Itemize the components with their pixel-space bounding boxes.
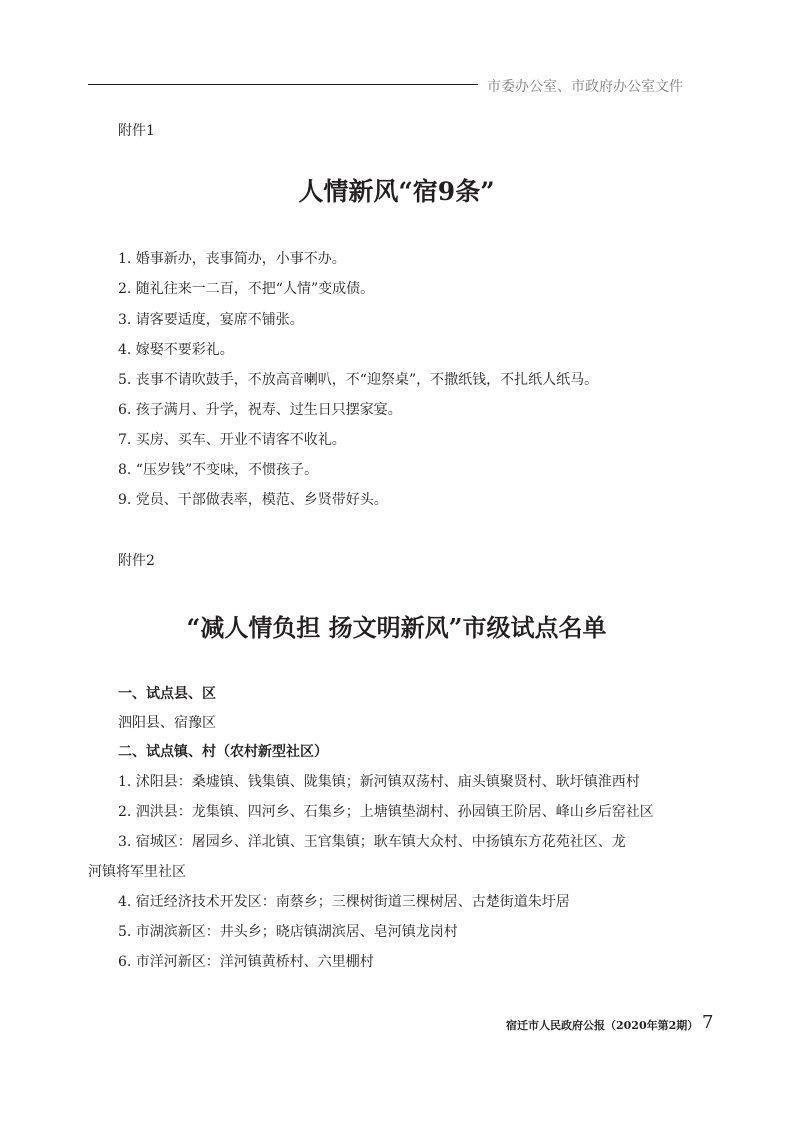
header-text: 市委办公室、市政府办公室文件	[487, 79, 683, 95]
list-item: 8. “压岁钱”不变味，不惯孩子。	[118, 462, 319, 478]
section-text: 泗阳县、宿豫区	[118, 715, 216, 731]
attachment1-label: 附件1	[118, 123, 155, 139]
list-item: 1. 婚事新办，丧事简办，小事不办。	[118, 251, 346, 267]
list-item: 5. 丧事不请吹鼓手，不放高音喇叭，不“迎祭桌”，不撒纸钱，不扎纸人纸马。	[118, 372, 599, 388]
attachment1-title: 人情新风“宿9条”	[298, 177, 495, 206]
section-heading: 二、试点镇、村（农村新型社区）	[118, 744, 328, 760]
list-item: 5. 市湖滨新区：井头乡；晓店镇湖滨居、皂河镇龙岗村	[118, 924, 458, 940]
list-item: 1. 沭阳县：桑墟镇、钱集镇、陇集镇；新河镇双荡村、庙头镇聚贤村、耿圩镇淮西村	[118, 774, 640, 790]
page-number: 7	[702, 1012, 714, 1033]
list-item: 2. 随礼往来一二百，不把“人情”变成债。	[118, 281, 375, 297]
section-heading: 一、试点县、区	[118, 686, 216, 702]
list-item: 4. 宿迁经济技术开发区：南蔡乡；三棵树街道三棵树居、古楚街道朱圩居	[118, 894, 570, 910]
list-item-continuation: 河镇将军里社区	[88, 864, 186, 880]
list-item: 4. 嫁娶不要彩礼。	[118, 342, 234, 358]
list-item: 3. 请客要适度，宴席不铺张。	[118, 312, 304, 328]
list-item: 9. 党员、干部做表率，模范、乡贤带好头。	[118, 492, 388, 508]
list-item: 6. 市洋河新区：洋河镇黄桥村、六里棚村	[118, 954, 374, 970]
header-rule	[88, 84, 478, 85]
attachment2-title: “减人情负担 扬文明新风”市级试点名单	[186, 613, 607, 642]
list-item: 3. 宿城区：屠园乡、洋北镇、王官集镇；耿车镇大众村、中扬镇东方花苑社区、龙	[118, 834, 626, 850]
list-item: 2. 泗洪县：龙集镇、四河乡、石集乡；上塘镇垫湖村、孙园镇王阶居、峰山乡后窑社区	[118, 804, 654, 820]
list-item: 7. 买房、买车、开业不请客不收礼。	[118, 432, 346, 448]
list-item: 6. 孩子满月、升学，祝寿、过生日只摆家宴。	[118, 402, 402, 418]
attachment2-label: 附件2	[118, 553, 155, 569]
publication-footer: 宿迁市人民政府公报（2020年第2期）	[506, 1019, 699, 1032]
